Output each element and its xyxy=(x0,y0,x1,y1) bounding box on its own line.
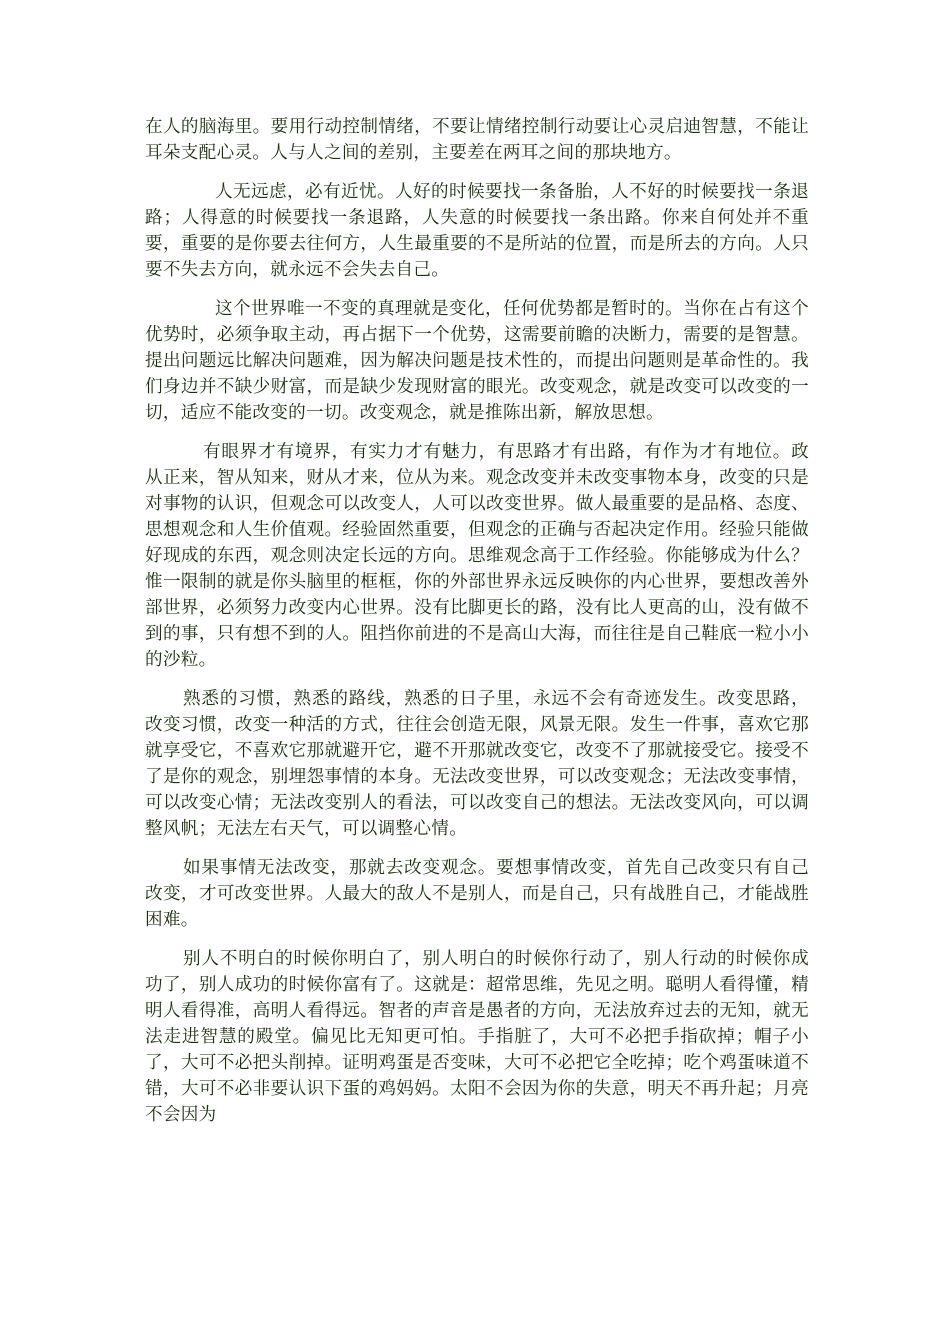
paragraph-6: 如果事情无法改变，那就去改变观念。要想事情改变，首先自己改变只有自己改变，才可改变世界。人最大的敌人不是别人，而是自己，只有战胜自己，才能战胜困难。 xyxy=(145,858,809,930)
paragraph-1: 在人的脑海里。要用行动控制情绪，不要让情绪控制行动要让心灵启迪智慧，不能让耳朵支配心灵。人与人之间的差别，主要差在两耳之间的那块地方。 xyxy=(145,117,809,163)
paragraph-7: 别人不明白的时候你明白了，别人明白的时候你行动了，别人行动的时候你成功了，别人成功的时候你富有了。这就是：超常思维，先见之明。聪明人看得懂，精明人看得准，高明人看得远。智者的声音是愚者的方向，无法放弃过去的无知，就无法走进智慧的殿堂。偏见比无知更可怕。手指脏了，大可不必把手指砍掉；帽子小了，大可不必把头削掉。证明鸡蛋是否变味，大可不必把它全吃掉；吃个鸡蛋味道不错，大可不必非要认识下蛋的鸡妈妈。太阳不会因为你的失意，明天不再升起；月亮不会因为 xyxy=(145,949,809,1125)
paragraph-5: 熟悉的习惯，熟悉的路线，熟悉的日子里，永远不会有奇迹发生。改变思路，改变习惯，改变一种活的方式，往往会创造无限，风景无限。发生一件事，喜欢它那就享受它，不喜欢它那就避开它，避不开那就改变它，改变不了那就接受它。接受不了是你的观念，别埋怨事情的本身。无法改变世界，可以改变观念；无法改变事情，可以改变心情；无法改变别人的看法，可以改变自己的想法。无法改变风向，可以调整风帆；无法左右天气，可以调整心情。 xyxy=(145,689,809,839)
paragraph-4: 有眼界才有境界，有实力才有魅力，有思路才有出路，有作为才有地位。政从正来，智从知来，财从才来，位从为来。观念改变并未改变事物本身，改变的只是对事物的认识，但观念可以改变人，人可以改变世界。做人最重要的是品格、态度、思想观念和人生价值观。经验固然重要，但观念的正确与否起决定作用。经验只能做好现成的东西，观念则决定长远的方向。思维观念高于工作经验。你能够成为什么？惟一限制的就是你头脑里的框框，你的外部世界永远反映你的内心世界，要想改善外部世界，必须努力改变内心世界。没有比脚更长的路，没有比人更高的山，没有做不到的事，只有想不到的人。阻挡你前进的不是高山大海，而往往是自己鞋底一粒小小的沙粒。 xyxy=(145,442,809,670)
paragraph-3: 这个世界唯一不变的真理就是变化，任何优势都是暂时的。当你在占有这个优势时，必须争取主动，再占据下一个优势，这需要前瞻的决断力，需要的是智慧。提出问题远比解决问题难，因为解决问题是技术性的，而提出问题则是革命性的。我们身边并不缺少财富，而是缺少发现财富的眼光。改变观念，就是改变可以改变的一切，适应不能改变的一切。改变观念，就是推陈出新，解放思想。 xyxy=(145,299,809,423)
paragraph-2: 人无远虑，必有近忧。人好的时候要找一条备胎，人不好的时候要找一条退路；人得意的时候要找一条退路，人失意的时候要找一条出路。你来自何处并不重要，重要的是你要去往何方，人生最重要的不是所站的位置，而是所去的方向。人只要不失去方向，就永远不会失去自己。 xyxy=(145,182,809,280)
document-page xyxy=(145,114,809,1141)
